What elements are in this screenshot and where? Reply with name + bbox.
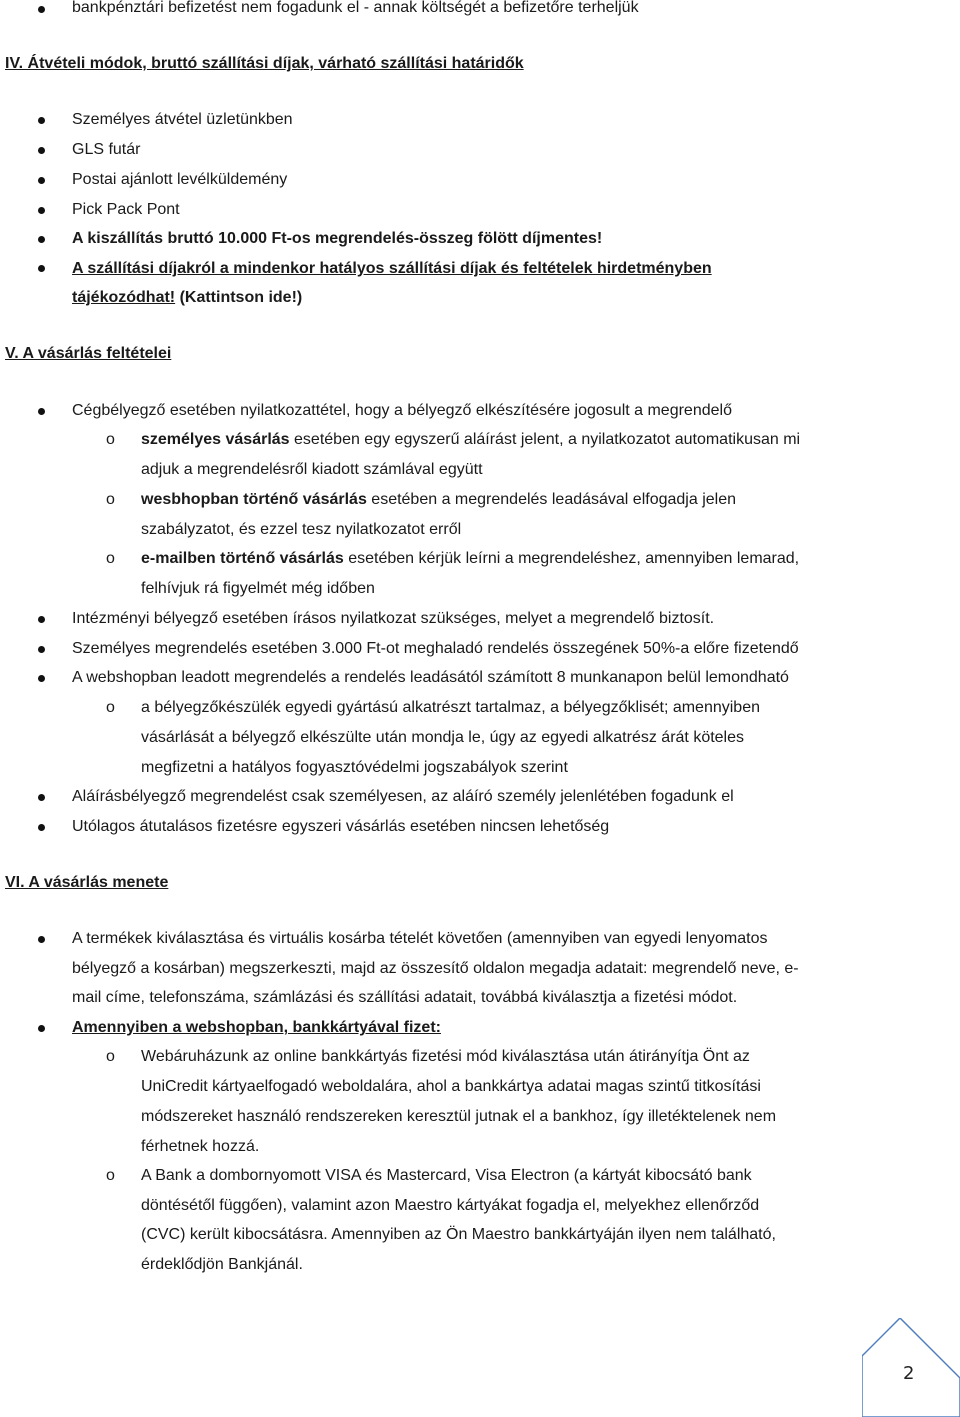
shipping-fees-link-text[interactable]: tájékozódhat!: [72, 289, 176, 306]
list-bullet: [38, 794, 45, 801]
section-v-heading: V. A vásárlás feltételei: [5, 345, 172, 362]
sub-list-item: a bélyegzőkészülék egyedi gyártású alkatrészt tartalmaz, a bélyegzőklisét; amennyiben: [141, 699, 760, 716]
list-item: A termékek kiválasztása és virtuális kosárba tételét követően (amennyiben van egyedi lenyomatos: [72, 930, 768, 947]
sub-list-item-continued: adjuk a megrendelésről kiadott számlával együtt: [141, 461, 483, 478]
sub-item-text: esetében kérjük leírni a megrendeléshez, amennyiben lemarad,: [343, 550, 800, 567]
page-number: 2: [903, 1363, 915, 1384]
sub-item-text: esetében a megrendelés leadásával elfogadja jelen: [366, 491, 736, 508]
list-item: Személyes átvétel üzletünkben: [72, 111, 293, 128]
list-bullet: [38, 675, 45, 682]
list-bullet: [38, 408, 45, 415]
list-bullet: [38, 6, 45, 13]
list-item: A webshopban leadott megrendelés a rendelés leadásától számított 8 munkanapon belül lemondható: [72, 669, 789, 686]
list-bullet: [38, 265, 45, 272]
sub-list-item-continued: döntésétől függően), valamint azon Maestro kártyákat fogadja el, melyekhez ellenőrződ: [141, 1197, 760, 1214]
sub-list-item: [141, 430, 800, 450]
list-bullet: [38, 616, 45, 623]
sub-bullet: o: [106, 491, 115, 508]
sub-bullet: o: [106, 550, 115, 567]
sub-item-emphasis: személyes vásárlás: [141, 431, 290, 448]
list-bullet: [38, 117, 45, 124]
list-item: GLS futár: [72, 141, 141, 158]
list-item: bankpénztári befizetést nem fogadunk el - annak költségét a befizetőre terheljük: [72, 0, 639, 16]
sub-list-item-continued: felhívjuk rá figyelmét még időben: [141, 580, 375, 597]
list-bullet: [38, 236, 45, 243]
sub-bullet: o: [106, 1167, 115, 1184]
sub-list-item-continued: (CVC) került kibocsátásra. Amennyiben az Ön Maestro bankkártyáján ilyen nem található,: [141, 1226, 776, 1243]
shipping-fees-link-continued[interactable]: [72, 288, 302, 308]
list-bullet: [38, 646, 45, 653]
section-vi-heading: VI. A vásárlás menete: [5, 874, 169, 891]
sub-bullet: o: [106, 699, 115, 716]
sub-list-item-continued: megfizetni a hatályos fogyasztóvédelmi jogszabályok szerint: [141, 759, 568, 776]
list-bullet: [38, 824, 45, 831]
sub-list-item-continued: módszereket használó rendszereken keresztül jutnak el a bankhoz, így illetéktelenek nem: [141, 1108, 777, 1125]
click-here-text[interactable]: (Kattintson ide!): [175, 289, 303, 306]
sub-list-item-continued: vásárlását a bélyegző elkészülte után mondja le, úgy az egyedi alkatrész árát köteles: [141, 729, 745, 746]
sub-item-text: esetében egy egyszerű aláírást jelent, a nyilatkozatot automatikusan mi: [289, 431, 801, 448]
sub-item-emphasis: e-mailben történő vásárlás: [141, 550, 344, 567]
sub-list-item: [141, 490, 736, 510]
sub-item-emphasis: wesbhopban történő vásárlás: [141, 491, 367, 508]
sub-list-item-continued: szabályzatot, és ezzel tesz nyilatkozatot erről: [141, 521, 462, 538]
sub-list-item: Webáruházunk az online bankkártyás fizetési mód kiválasztása után átirányítja Önt az: [141, 1048, 750, 1065]
list-item: Cégbélyegző esetében nyilatkozattétel, hogy a bélyegző elkészítésére jogosult a megrendelő: [72, 402, 732, 419]
list-item: Személyes megrendelés esetében 3.000 Ft-ot meghaladó rendelés összegének 50%-a előre fizetendő: [72, 640, 799, 657]
sub-bullet: o: [106, 431, 115, 448]
list-bullet: [38, 936, 45, 943]
sub-list-item: A Bank a dombornyomott VISA és Mastercard, Visa Electron (a kártyát kibocsátó bank: [141, 1167, 752, 1184]
list-bullet: [38, 1025, 45, 1032]
sub-list-item-continued: férhetnek hozzá.: [141, 1138, 260, 1155]
list-item-continued: bélyegző a kosárban) megszerkeszti, majd az összesítő oldalon megadja adatait: megrendelő neve, e-: [72, 960, 799, 977]
list-bullet: [38, 177, 45, 184]
list-item: Pick Pack Pont: [72, 201, 180, 218]
sub-bullet: o: [106, 1048, 115, 1065]
list-item: Aláírásbélyegző megrendelést csak személyesen, az aláíró személy jelenlétében fogadunk el: [72, 788, 734, 805]
list-item-continued: mail címe, telefonszáma, számlázási és szállítási adatait, továbbá kiválasztja a fizetési módot.: [72, 989, 738, 1006]
shipping-fees-link[interactable]: A szállítási díjakról a mindenkor hatályos szállítási díjak és feltételek hirdetményben: [72, 260, 712, 277]
list-item: Intézményi bélyegző esetében írásos nyilatkozat szükséges, melyet a megrendelő biztosít.: [72, 610, 715, 627]
sub-list-item: [141, 549, 799, 569]
section-iv-heading: IV. Átvételi módok, bruttó szállítási díjak, várható szállítási határidők: [5, 55, 524, 72]
card-payment-heading: Amennyiben a webshopban, bankkártyával fizet:: [72, 1019, 441, 1036]
list-item: A kiszállítás bruttó 10.000 Ft-os megrendelés-összeg fölött díjmentes!: [72, 230, 603, 247]
list-item: Postai ajánlott levélküldemény: [72, 171, 288, 188]
sub-list-item-continued: érdeklődjön Bankjánál.: [141, 1256, 303, 1273]
sub-list-item-continued: UniCredit kártyaelfogadó weboldalára, ahol a bankkártya adatai magas szintű titkosítási: [141, 1078, 761, 1095]
list-item: Utólagos átutalásos fizetésre egyszeri vásárlás esetében nincsen lehetőség: [72, 818, 610, 835]
list-bullet: [38, 207, 45, 214]
list-bullet: [38, 147, 45, 154]
